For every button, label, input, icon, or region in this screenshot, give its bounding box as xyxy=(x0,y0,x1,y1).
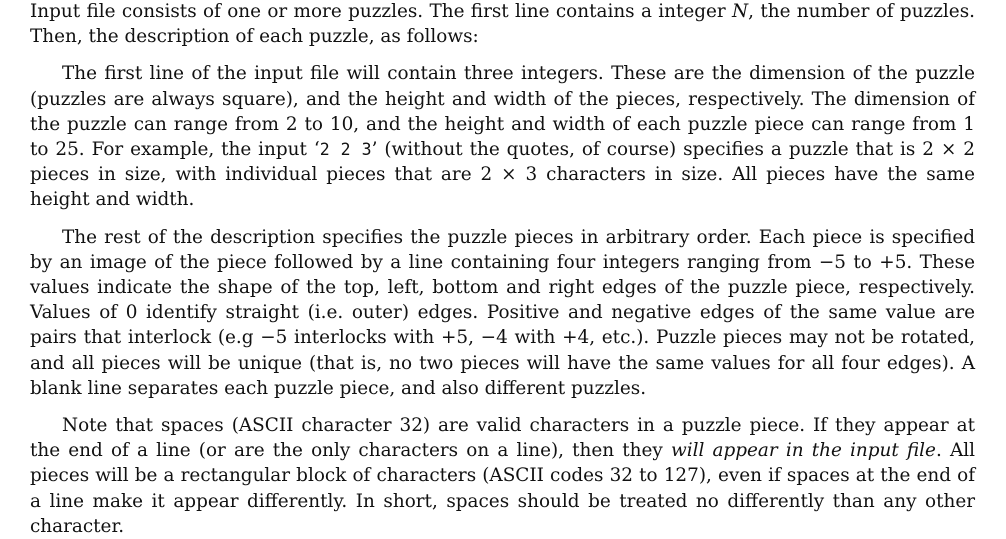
variable-n: N xyxy=(732,1,749,22)
dimensions-text-a: The first line of the input file will contain three integers. These are the dimension of the puzzle (puzzles are always square), and the height and width of the pieces, respectively. The dimension of the puzzle can range from 2 to 10, and the height and width of each puzzle piece can range from 1 to 25. For example, the input ‘ xyxy=(30,63,975,161)
example-input-code: 2 2 3 xyxy=(319,140,372,160)
emphasized-text: will appear in the input file xyxy=(670,440,936,462)
intro-paragraph xyxy=(30,0,975,49)
intro-text-a: Input file consists of one or more puzzles. The first line contains a integer xyxy=(30,1,733,22)
dimensions-paragraph xyxy=(30,61,975,212)
pieces-paragraph xyxy=(30,225,975,401)
spaces-paragraph xyxy=(30,413,975,539)
dimensions-text-b: ’ (without the quotes, of course) specifies a puzzle that is 2 × 2 pieces in size, with individual pieces that are 2 × 3 characters in size. All pieces have the same height and width. xyxy=(30,139,975,211)
pieces-text: The rest of the description specifies the puzzle pieces in arbitrary order. Each piece is specified by an image of the piece followed by a line containing four integers ranging from −5 to +5. These values indicate the shape of the top, left, bottom and right edges of the puzzle piece, respectively. Values of 0 identify straight (i.e. outer) edges. Positive and negative edges of the same value are pairs that interlock (e.g −5 interlocks with +5, −4 with +4, etc.). Puzzle pieces may not be rotated, and all pieces will be unique (that is, no two pieces will have the same values for all four edges). A blank line separates each puzzle piece, and also different puzzles. xyxy=(30,226,975,399)
spaces-text-b: . All pieces will be a rectangular block of characters (ASCII codes 32 to 127), even if spaces at the end of a line make it appear differently. In short, spaces should be treated no differently than any other character. xyxy=(30,440,976,537)
spaces-text-a: Note that spaces (ASCII character 32) are valid characters in a puzzle piece. If they appear at the end of a line (or are the only characters on a line), then they xyxy=(30,415,975,462)
intro-text-b: , the number of puzzles. Then, the description of each puzzle, as follows: xyxy=(30,1,975,48)
